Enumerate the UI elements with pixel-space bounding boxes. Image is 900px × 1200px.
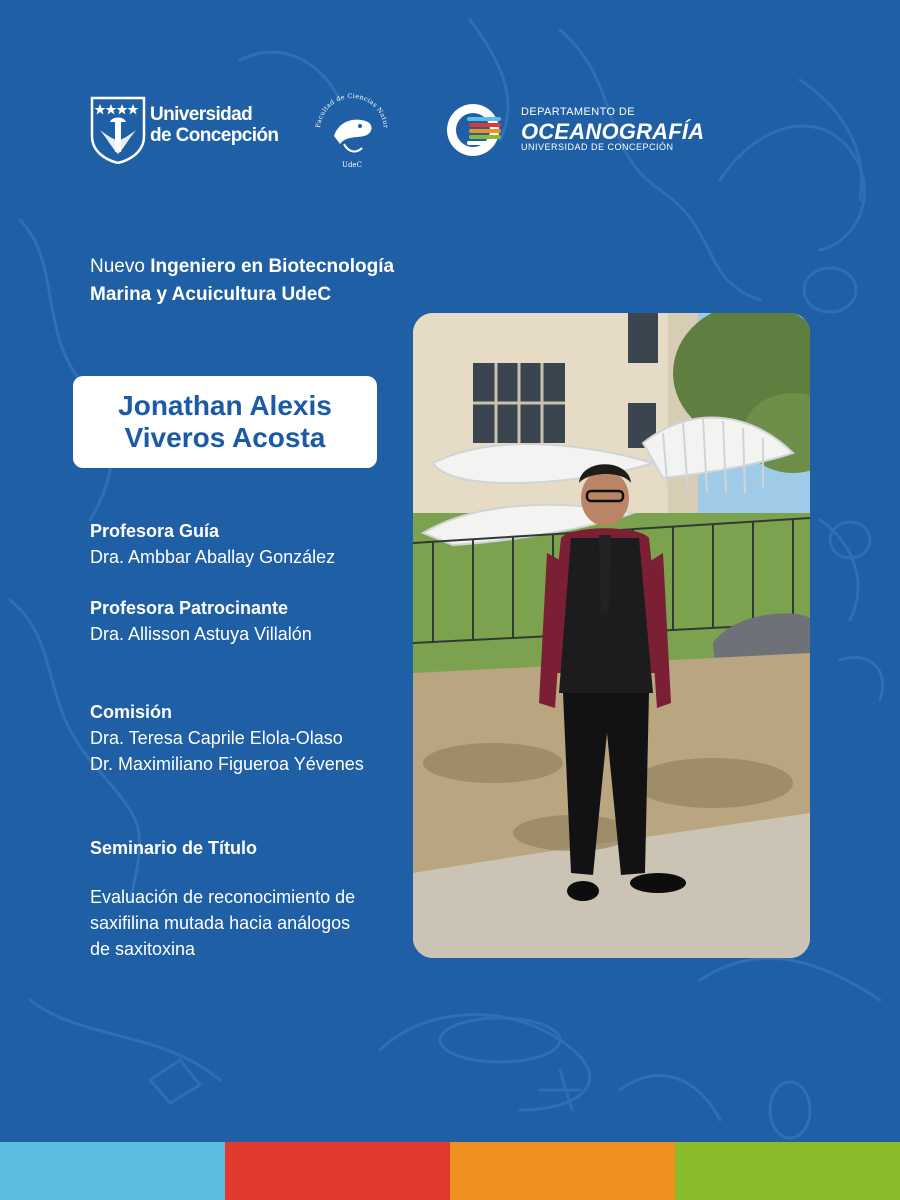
faculty-arc-text: Facultad de Ciencias Natur: [314, 91, 390, 129]
oceanography-dept-label: DEPARTAMENTO DE: [521, 106, 635, 118]
udec-name: [150, 104, 278, 146]
commission-section: [90, 699, 364, 777]
oceanography-wave-icon: [445, 102, 501, 158]
thesis-title-line: Evaluación de reconocimiento de: [90, 887, 356, 907]
commission-member: Dr. Maximiliano Figueroa Yévenes: [90, 754, 364, 774]
headline-prefix: Nuevo: [90, 256, 151, 277]
thesis-title-line: saxifilina mutada hacia análogos: [90, 913, 351, 933]
commission-label: Comisión: [90, 702, 173, 722]
thesis-title-line: de saxitoxina: [90, 939, 196, 959]
sponsor-name: Dra. Allisson Astuya Villalón: [90, 624, 312, 644]
graduate-photo-illustration: [413, 313, 810, 958]
graduate-name-line2: Viveros Acosta: [124, 422, 326, 453]
headline: [90, 253, 394, 309]
seminar-label: Seminario de Título: [90, 838, 258, 858]
udec-name-line1: Universidad: [150, 104, 253, 125]
color-bar-segment: [675, 1142, 900, 1200]
logo-row: [0, 0, 900, 200]
sponsor-section: [90, 595, 312, 647]
faculty-abbr: UdeC: [342, 161, 362, 169]
brand-color-bar: [0, 1142, 900, 1200]
oceanography-university: UNIVERSIDAD DE CONCEPCIÓN: [521, 142, 674, 152]
color-bar-segment: [450, 1142, 675, 1200]
oceanography-title: OCEANOGRAFÍA: [521, 119, 705, 144]
sponsor-label: Profesora Patrocinante: [90, 598, 289, 618]
color-bar-segment: [0, 1142, 225, 1200]
seminar-section: [90, 835, 257, 861]
guide-section: [90, 518, 335, 570]
faculty-seal-icon: [310, 88, 394, 172]
udec-shield-icon: [90, 96, 146, 164]
commission-member: Dra. Teresa Caprile Elola-Olaso: [90, 728, 343, 748]
graduate-name-card: [73, 376, 377, 468]
headline-degree-line2: Marina y Acuicultura UdeC: [90, 284, 332, 305]
udec-name-line2: de Concepción: [150, 125, 279, 146]
guide-label: Profesora Guía: [90, 521, 220, 541]
headline-degree-line1: Ingeniero en Biotecnología: [150, 256, 395, 277]
color-bar-segment: [225, 1142, 450, 1200]
guide-name: Dra. Ambbar Aballay González: [90, 547, 336, 567]
oceanography-logo: [445, 102, 705, 158]
graduate-photo: [413, 313, 810, 958]
thesis-title: [90, 884, 390, 962]
faculty-logo: [310, 88, 394, 172]
udec-logo: [90, 96, 280, 166]
graduate-name-line1: Jonathan Alexis: [118, 390, 332, 421]
